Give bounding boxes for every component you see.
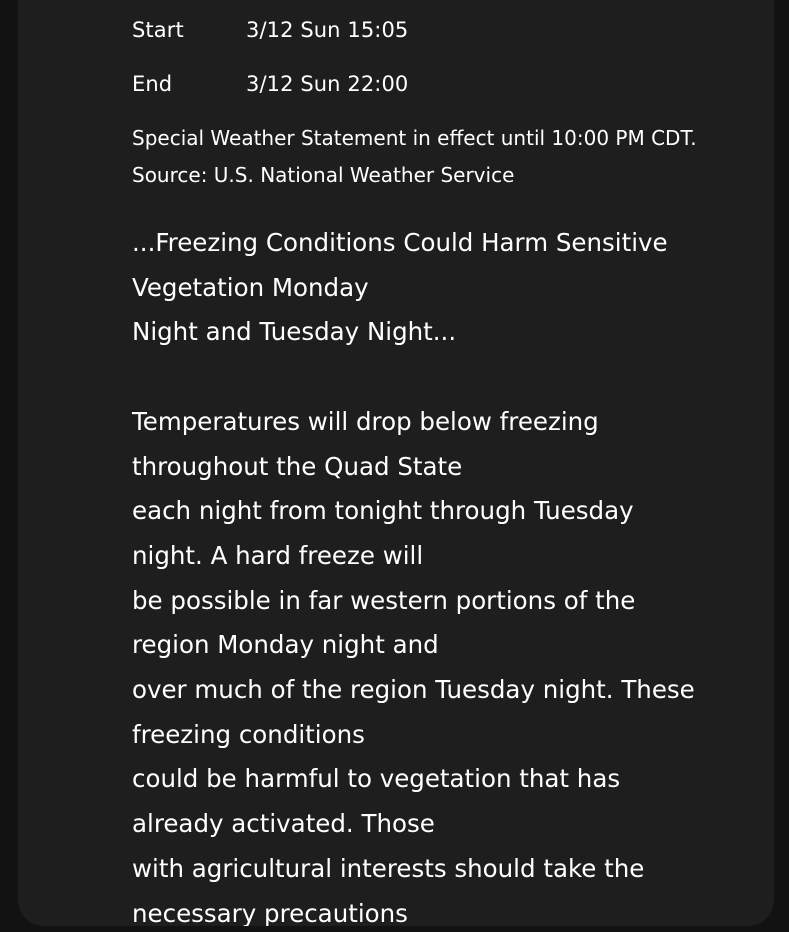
end-label: End [132,72,173,96]
alert-statement: Special Weather Statement in effect until 10:00 PM CDT. [132,126,697,150]
alert-statement-block [132,120,752,194]
start-label: Start [132,18,184,42]
alert-source: Source: U.S. National Weather Service [132,163,515,187]
end-value: 3/12 Sun 22:00 [246,72,409,96]
start-value: 3/12 Sun 15:05 [246,18,409,42]
alert-body-text: ...Freezing Conditions Could Harm Sensitive Vegetation Monday Night and Tuesday Night... Temperatures will drop below freezing throughout the Quad State each night from tonight through Tuesday night. A hard freeze will be possible in far western portions of the region Monday night and over much of the region Tuesday night. These freezing conditions could be harmful to vegetation that has already activated. Those with agricultural interests should take the necessary precautions [132,228,695,926]
weather-alert-card [18,0,774,926]
